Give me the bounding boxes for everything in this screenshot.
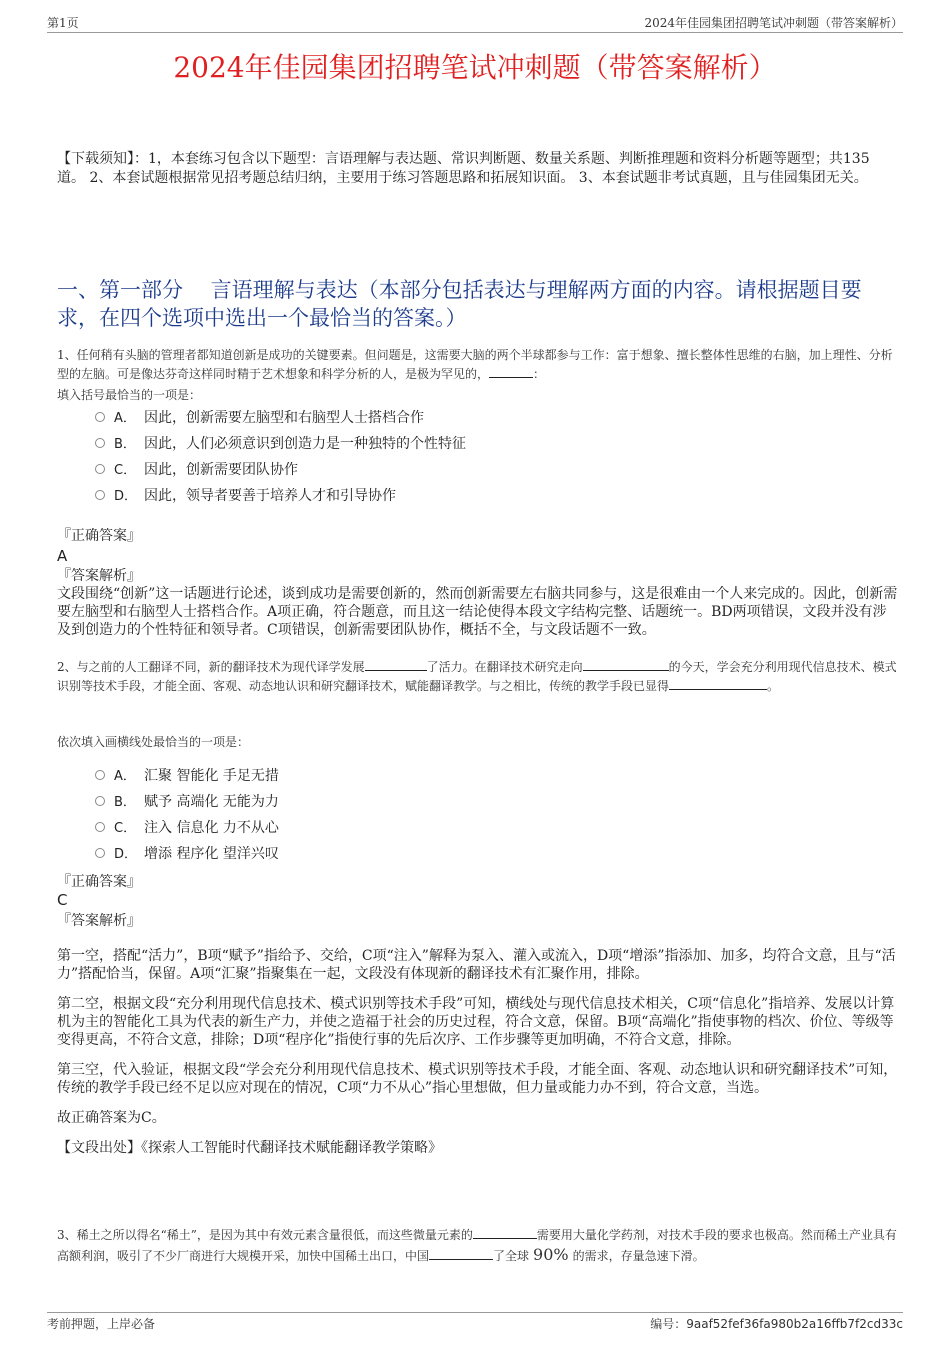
radio-icon[interactable] <box>95 796 105 806</box>
percent-value: 90% <box>533 1245 569 1264</box>
option-b[interactable]: B． 赋予 高端化 无能为力 <box>95 789 279 815</box>
question-1-stem: 1、任何稍有头脑的管理者都知道创新是成功的关键要素。但问题是，这需要大脑的两个半球都参与工作：富于想象、擅长整体性思维的右脑，加上理性、分析型的左脑。可是像达芬奇这样同时精于艺术想象和科学分析的人，是极为罕见的， ： <box>57 348 893 381</box>
analysis-paragraph: 第一空，搭配“活力”，B项“赋予”指给予、交给，C项“注入”解释为泵入、灌入或流入，D项“增添”指添加、加多，均符合文意，且与“活力”搭配恰当，保留。A项“汇聚”指聚集在一起，文段没有体现新的翻译技术有汇聚作用，排除。 <box>57 948 896 982</box>
question-1-prompt: 填入括号最恰当的一项是： <box>57 388 202 402</box>
question-1-answer: A <box>57 547 68 565</box>
source-citation: 【文段出处】《探索人工智能时代翻译技术赋能翻译教学策略》 <box>57 1140 442 1156</box>
option-c[interactable]: C． 因此，创新需要团队协作 <box>95 457 466 483</box>
page-title: 2024年佳园集团招聘笔试冲刺题（带答案解析） <box>173 51 777 84</box>
question-2-answer: C <box>57 891 68 909</box>
analysis-paragraph: 故正确答案为C。 <box>57 1110 166 1126</box>
answer-blank <box>429 1247 493 1260</box>
option-b[interactable]: B． 因此，人们必须意识到创造力是一种独特的个性特征 <box>95 431 466 457</box>
correct-answer-label: 『正确答案』 <box>57 874 141 890</box>
question-2-stem: 2、与之前的人工翻译不同，新的翻译技术为现代译学发展 了活力。在翻译技术研究走向 的今天，学会充分利用现代信息技术、模式识别等技术手段，才能全面、客观、动态地认识和研究翻译技术，赋能翻译教学。与之相比，传统的教学手段已显得 。 <box>57 660 897 693</box>
page-header <box>47 14 903 33</box>
question-2-analysis <box>57 947 899 1169</box>
footer-slogan: 考前押题，上岸必备 <box>47 1317 156 1331</box>
option-c[interactable]: C． 注入 信息化 力不从心 <box>95 815 279 841</box>
footer-code: 编号：9aaf52fef36fa980b2a16ffb7f2cd33c <box>650 1317 903 1331</box>
page-number: 第1页 <box>47 16 79 30</box>
answer-blank <box>669 677 767 690</box>
radio-icon[interactable] <box>95 770 105 780</box>
radio-icon[interactable] <box>95 412 105 422</box>
question-3-stem: 3、稀土之所以得名“稀土”，是因为其中有效元素含量很低，而这些微量元素的 需要用大量化学药剂，对技术手段的要求也极高。然而稀土产业具有高额利润，吸引了不少厂商进行大规模开采，加快中国稀土出口，中国 了全球 90% 的需求，存量急速下滑。 <box>57 1228 897 1264</box>
radio-icon[interactable] <box>95 848 105 858</box>
question-2-options <box>95 763 279 867</box>
radio-icon[interactable] <box>95 464 105 474</box>
analysis-paragraph: 第二空，根据文段“充分利用现代信息技术、模式识别等技术手段”可知，横线处与现代信息技术相关，C项“信息化”指培养、发展以计算机为主的智能化工具为代表的新生产力，并使之造福于社会的历史过程，符合文意，保留。B项“高端化”指使事物的档次、价位、等级等变得更高，不符合文意，排除；D项“程序化”指使行事的先后次序、工作步骤等更加明确，不符合文意，排除。 <box>57 996 895 1048</box>
correct-answer-label: 『正确答案』 <box>57 528 141 544</box>
answer-blank <box>473 1226 537 1239</box>
option-d[interactable]: D． 增添 程序化 望洋兴叹 <box>95 841 279 867</box>
radio-icon[interactable] <box>95 438 105 448</box>
answer-blank <box>365 658 427 671</box>
download-notice: 【下载须知】：1，本套练习包含以下题型：言语理解与表达题、常识判断题、数量关系题、判断推理题和资料分析题等题型；共135道。 2、本套试题根据常见招考题总结归纳，主要用于练习答题思路和拓展知识面。 3、本套试题非考试真题，且与佳园集团无关。 <box>57 151 870 186</box>
analysis-label: 『答案解析』 <box>57 568 141 584</box>
question-2-prompt: 依次填入画横线处最恰当的一项是： <box>57 735 250 749</box>
question-1-analysis: 文段围绕“创新”这一话题进行论述，谈到成功是需要创新的，然而创新需要左右脑共同参与，这是很难由一个人来完成的。因此，创新需要左脑型和右脑型人士搭档合作。A项正确，符合题意，而且这一结论使得本段文字结构完整、话题统一。BD两项错误，文段并没有涉及到创造力的个性特征和领导者。C项错误，创新需要团队协作，概括不全，与文段话题不一致。 <box>57 586 898 638</box>
option-d[interactable]: D． 因此，领导者要善于培养人才和引导协作 <box>95 483 466 509</box>
header-doc-title: 2024年佳园集团招聘笔试冲刺题（带答案解析） <box>644 16 903 30</box>
question-1-options <box>95 405 466 509</box>
answer-blank <box>489 365 533 378</box>
radio-icon[interactable] <box>95 490 105 500</box>
analysis-paragraph: 第三空，代入验证，根据文段“学会充分利用现代信息技术、模式识别等技术手段，才能全面、客观、动态地认识和研究翻译技术”可知，传统的教学手段已经不足以应对现在的情况，C项“力不从心”指心里想做，但力量或能力办不到，符合文意，当选。 <box>57 1062 898 1096</box>
option-a[interactable]: A． 因此，创新需要左脑型和右脑型人士搭档合作 <box>95 405 466 431</box>
option-a[interactable]: A． 汇聚 智能化 手足无措 <box>95 763 279 789</box>
section-title: 一、第一部分 言语理解与表达（本部分包括表达与理解两方面的内容。请根据题目要求，在四个选项中选出一个最恰当的答案。） <box>57 278 862 330</box>
answer-blank <box>583 658 669 671</box>
analysis-label: 『答案解析』 <box>57 913 141 929</box>
radio-icon[interactable] <box>95 822 105 832</box>
page-footer <box>47 1312 903 1333</box>
